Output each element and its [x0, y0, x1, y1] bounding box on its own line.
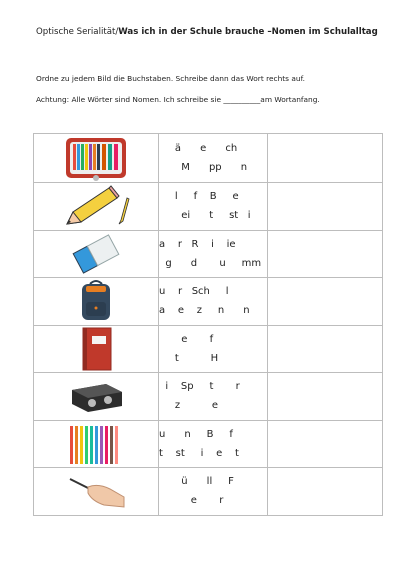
- letters-cell: [159, 325, 268, 373]
- letters-cell: [159, 468, 268, 516]
- answer-cell[interactable]: [268, 134, 383, 183]
- eraser-icon: [66, 231, 126, 277]
- letters-line: e f: [159, 333, 214, 345]
- table-row: [34, 468, 383, 516]
- title-prefix: Optische Serialität/: [36, 27, 119, 37]
- picture-cell: [34, 230, 159, 278]
- letters-line: u r Sch l: [159, 286, 229, 298]
- letters-line: u n B f: [159, 428, 233, 440]
- pencil-icon: [61, 184, 131, 228]
- table-row: [34, 278, 383, 326]
- letters-cell: [159, 134, 268, 183]
- letters-cell: [159, 230, 268, 278]
- answer-cell[interactable]: [268, 230, 383, 278]
- letters-cell: [159, 183, 268, 231]
- pencil-case-icon: [64, 134, 128, 182]
- picture-cell: [34, 468, 159, 516]
- table-row: [34, 373, 383, 421]
- letters-cell: [159, 420, 268, 468]
- letters-line: ei t st i: [159, 210, 251, 222]
- letters-line: i Sp t r: [159, 381, 240, 393]
- page-title: [36, 27, 378, 37]
- letters-line: t H: [159, 352, 219, 364]
- picture-cell: [34, 325, 159, 373]
- letters-line: t st i e t: [159, 447, 239, 459]
- letters-cell: [159, 373, 268, 421]
- answer-cell[interactable]: [268, 325, 383, 373]
- picture-cell: [34, 420, 159, 468]
- letters-line: ä e ch: [159, 143, 238, 154]
- letters-line: z e: [159, 400, 219, 412]
- letters-line: ü ll F: [159, 476, 234, 488]
- worksheet-table: [33, 133, 383, 516]
- answer-cell[interactable]: [268, 373, 383, 421]
- table-row: [34, 325, 383, 373]
- title-main: Was ich in der Schule brauche –Nomen im Schulalltag: [118, 27, 378, 37]
- answer-cell[interactable]: [268, 278, 383, 326]
- answer-cell[interactable]: [268, 468, 383, 516]
- colored-pencils-icon: [68, 422, 124, 466]
- school-bag-icon: [76, 278, 116, 324]
- letters-line: l f B e: [159, 191, 239, 203]
- table-row: [34, 230, 383, 278]
- picture-cell: [34, 134, 159, 183]
- letters-line: a r R i ie: [159, 238, 236, 250]
- letters-line: e r: [159, 495, 224, 507]
- hand-writing-icon: [64, 471, 128, 511]
- notebook-icon: [76, 326, 116, 372]
- letters-line: g d u mm: [159, 257, 262, 269]
- table-row: [34, 420, 383, 468]
- letters-line: a e z n n: [159, 305, 250, 317]
- picture-cell: [34, 373, 159, 421]
- instruction-line-2: Achtung: Alle Wörter sind Nomen. Ich schreibe sie __________am Wortanfang.: [36, 95, 320, 104]
- table-row: [34, 134, 383, 183]
- table-row: [34, 183, 383, 231]
- instruction-line-1: Ordne zu jedem Bild die Buchstaben. Schreibe dann das Wort rechts auf.: [36, 74, 305, 83]
- letters-line: M pp n: [159, 162, 248, 173]
- answer-cell[interactable]: [268, 420, 383, 468]
- sharpener-icon: [66, 376, 126, 416]
- letters-cell: [159, 278, 268, 326]
- answer-cell[interactable]: [268, 183, 383, 231]
- picture-cell: [34, 278, 159, 326]
- picture-cell: [34, 183, 159, 231]
